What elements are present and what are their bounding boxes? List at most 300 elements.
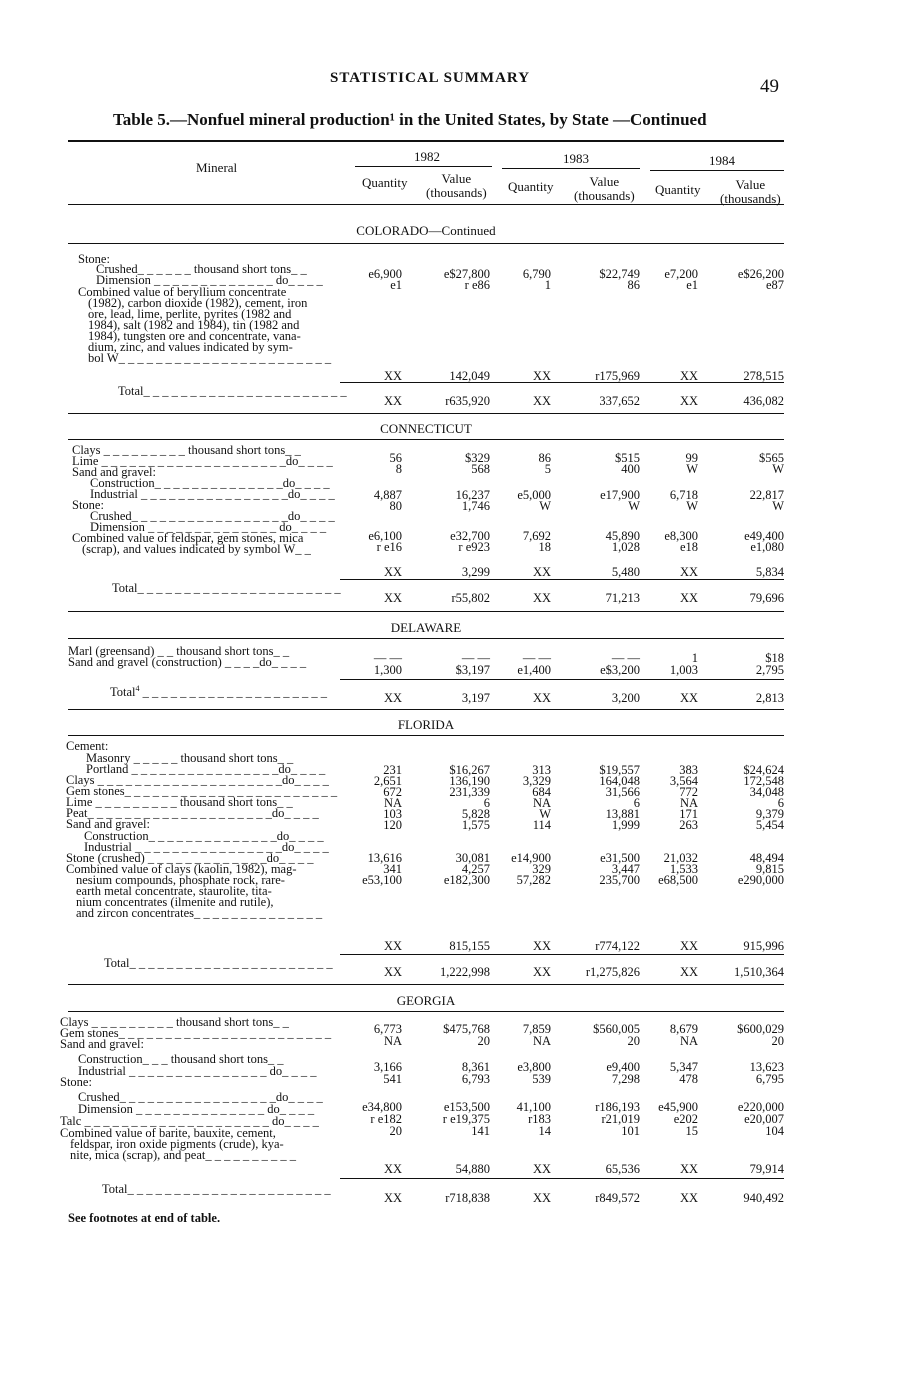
quantity-1982-cell: 20: [389, 1124, 402, 1138]
quantity-1984-cell: 1: [691, 651, 698, 665]
year-1983: 1983: [563, 151, 589, 166]
quantity-1983-cell: W: [539, 807, 551, 821]
quantity-1983-cell: 539: [532, 1072, 551, 1086]
value-1982-cell: 142,049: [449, 369, 490, 383]
row-label: [110, 683, 327, 698]
delaware-top-rule: [68, 611, 784, 612]
col-1982-value-2: (thousands): [426, 185, 487, 200]
value-1983-cell: e$3,200: [600, 663, 640, 677]
leader-dots: _ _ _ _ _ _ _ _ _ _ _ _ _ _ _ _ _ _ _ _: [142, 685, 328, 700]
value-1982-cell: e$27,800: [443, 267, 490, 281]
row-label: Dimension _ _ _ _ _ _ _ _ _ _ _ _ _ _ do_ _ _ _: [90, 520, 327, 534]
row-label: Stone:: [78, 252, 110, 266]
quantity-1984-cell: e68,500: [658, 873, 698, 887]
quantity-1982-cell: 2,651: [373, 774, 402, 788]
quantity-1982-cell: XX: [383, 565, 402, 579]
value-1984-cell: 940,492: [743, 1191, 784, 1205]
value-1983-cell: 31,566: [605, 785, 640, 799]
subtotal-rule: [340, 954, 784, 955]
value-1982-cell: — —: [461, 651, 490, 665]
value-1983-cell: 6: [633, 796, 640, 810]
quantity-1984-cell: e8,300: [664, 529, 698, 543]
value-1982-cell: 6,793: [461, 1072, 490, 1086]
row-label: Clays _ _ _ _ _ _ _ _ _ thousand short tons_ _: [72, 443, 301, 457]
quantity-1983-cell: 41,100: [516, 1100, 551, 1114]
row-label: Crushed_ _ _ _ _ _ _ _ _ _ _ _ _ _ _ _ _do_ _ _ _: [78, 1090, 323, 1104]
quantity-1983-cell: 1: [544, 278, 551, 292]
quantity-1982-cell: XX: [383, 965, 402, 979]
row-label: Industrial _ _ _ _ _ _ _ _ _ _ _ _ _ _ _ do_ _ _ _: [78, 1064, 317, 1078]
quantity-1983-cell: 14: [538, 1124, 551, 1138]
row-label: Gem stones_ _ _ _ _ _ _ _ _ _ _ _ _ _ _ _ _ _ _ _ _ _ _: [60, 1026, 332, 1040]
quantity-1984-cell: 8,679: [669, 1022, 698, 1036]
row-label: feldspar, iron oxide pigments (crude), kya-: [70, 1137, 284, 1151]
value-1982-cell: r635,920: [445, 394, 490, 408]
quantity-1983-cell: XX: [532, 939, 551, 953]
quantity-1984-cell: 383: [679, 763, 698, 777]
quantity-1984-cell: 6,718: [669, 488, 698, 502]
quantity-1982-cell: 80: [389, 499, 402, 513]
value-1984-cell: 5,834: [755, 565, 784, 579]
value-1984-cell: 6,795: [755, 1072, 784, 1086]
value-1983-cell: $22,749: [599, 267, 640, 281]
quantity-1982-cell: e6,900: [368, 267, 402, 281]
value-1982-cell: 4,257: [461, 862, 490, 876]
georgia-rule: [68, 1011, 784, 1012]
value-1983-cell: $19,557: [599, 763, 640, 777]
value-1983-cell: r1,275,826: [585, 965, 640, 979]
value-1982-cell: 54,880: [455, 1162, 490, 1176]
value-1983-cell: 71,213: [605, 591, 640, 605]
value-1982-cell: 231,339: [449, 785, 490, 799]
row-label: Total_ _ _ _ _ _ _ _ _ _ _ _ _ _ _ _ _ _ _ _ _ _: [118, 384, 347, 398]
value-1982-cell: $3,197: [455, 663, 490, 677]
quantity-1984-cell: 263: [679, 818, 698, 832]
quantity-1984-cell: XX: [679, 1162, 698, 1176]
value-1983-cell: 101: [621, 1124, 640, 1138]
row-label: Sand and gravel (construction) _ _ _ _do_ _ _ _: [68, 655, 307, 669]
quantity-1982-cell: 13,616: [367, 851, 402, 865]
quantity-1983-cell: — —: [522, 651, 551, 665]
row-label: Stone (crushed) _ _ _ _ _ _ _ _ _ _ _ _ _do_ _ _ _: [66, 851, 314, 865]
value-1983-cell: 5,480: [611, 565, 640, 579]
quantity-1984-cell: e202: [673, 1112, 698, 1126]
value-1984-cell: e1,080: [750, 540, 784, 554]
quantity-1984-cell: XX: [679, 591, 698, 605]
year-1983-rule: [502, 168, 640, 169]
quantity-1983-cell: XX: [532, 1191, 551, 1205]
connecticut-rule: [68, 439, 784, 440]
quantity-1982-cell: 231: [383, 763, 402, 777]
quantity-1982-cell: e1: [390, 278, 402, 292]
quantity-1984-cell: XX: [679, 965, 698, 979]
value-1982-cell: 3,197: [461, 691, 490, 705]
value-1984-cell: 79,914: [749, 1162, 784, 1176]
total-label: Total: [110, 685, 136, 700]
quantity-1982-cell: 672: [383, 785, 402, 799]
quantity-1982-cell: XX: [383, 1191, 402, 1205]
value-1984-cell: 20: [771, 1034, 784, 1048]
quantity-1984-cell: 1,533: [669, 862, 698, 876]
value-1983-cell: 45,890: [605, 529, 640, 543]
quantity-1983-cell: NA: [532, 796, 551, 810]
value-1982-cell: 30,081: [455, 851, 490, 865]
quantity-1984-cell: 99: [685, 451, 698, 465]
row-label: Combined value of clays (kaolin, 1982), mag-: [66, 862, 297, 876]
quantity-1982-cell: e53,100: [362, 873, 402, 887]
subtotal-rule: [340, 679, 784, 680]
quantity-1983-cell: 86: [538, 451, 551, 465]
quantity-1983-cell: 313: [532, 763, 551, 777]
row-label: Lime _ _ _ _ _ _ _ _ _ thousand short tons_ _: [66, 795, 293, 809]
year-1984-rule: [650, 170, 784, 171]
value-1984-cell: $18: [765, 651, 784, 665]
quantity-1983-cell: XX: [532, 565, 551, 579]
delaware-rule: [68, 638, 784, 639]
value-1982-cell: 8,361: [461, 1060, 490, 1074]
quantity-1983-cell: 18: [538, 540, 551, 554]
quantity-1984-cell: 478: [679, 1072, 698, 1086]
row-label: earth metal concentrate, staurolite, tita-: [76, 884, 272, 898]
col-1983-quantity: Quantity: [508, 179, 554, 194]
value-1983-cell: W: [628, 499, 640, 513]
quantity-1983-cell: e3,800: [517, 1060, 551, 1074]
value-1984-cell: $24,624: [743, 763, 784, 777]
value-1983-cell: 400: [621, 462, 640, 476]
value-1983-cell: 1,999: [611, 818, 640, 832]
value-1983-cell: r849,572: [595, 1191, 640, 1205]
row-label: Cement:: [66, 739, 109, 753]
footnote: See footnotes at end of table.: [68, 1211, 221, 1225]
quantity-1983-cell: XX: [532, 691, 551, 705]
quantity-1984-cell: XX: [679, 369, 698, 383]
value-1982-cell: 5,828: [461, 807, 490, 821]
quantity-1983-cell: XX: [532, 965, 551, 979]
quantity-1983-cell: r183: [528, 1112, 551, 1126]
value-1982-cell: r55,802: [451, 591, 490, 605]
quantity-1982-cell: r e182: [370, 1112, 402, 1126]
subtotal-rule: [340, 579, 784, 580]
quantity-1983-cell: e14,900: [511, 851, 551, 865]
value-1984-cell: 34,048: [749, 785, 784, 799]
quantity-1982-cell: r e16: [376, 540, 402, 554]
col-1982-value: [426, 172, 487, 200]
value-1982-cell: 1,575: [461, 818, 490, 832]
quantity-1984-cell: XX: [679, 691, 698, 705]
col-1984-value-1: Value: [735, 177, 766, 192]
quantity-1984-cell: 3,564: [669, 774, 698, 788]
value-1983-cell: e17,900: [600, 488, 640, 502]
quantity-1982-cell: XX: [383, 1162, 402, 1176]
value-1983-cell: 13,881: [605, 807, 640, 821]
value-1984-cell: 48,494: [749, 851, 784, 865]
value-1983-cell: 7,298: [611, 1072, 640, 1086]
row-label: nite, mica (scrap), and peat_ _ _ _ _ _ _ _ _ _: [70, 1148, 296, 1162]
quantity-1984-cell: W: [686, 462, 698, 476]
col-1983-value-2: (thousands): [574, 188, 635, 203]
value-1982-cell: 141: [471, 1124, 490, 1138]
quantity-1983-cell: 57,282: [516, 873, 551, 887]
value-1983-cell: 337,652: [599, 394, 640, 408]
col-1983-value-1: Value: [589, 174, 620, 189]
row-label: Construction_ _ _ thousand short tons_ _: [78, 1052, 284, 1066]
row-label: Marl (greensand) _ _ thousand short tons_ _: [68, 644, 290, 658]
quantity-1982-cell: 120: [383, 818, 402, 832]
row-label: and zircon concentrates_ _ _ _ _ _ _ _ _ _ _ _ _ _: [76, 906, 323, 920]
value-1983-cell: $560,005: [593, 1022, 640, 1036]
value-1982-cell: 136,190: [449, 774, 490, 788]
quantity-1982-cell: 3,166: [373, 1060, 402, 1074]
row-label: dium, zinc, and values indicated by sym-: [88, 340, 293, 354]
value-1982-cell: 1,746: [461, 499, 490, 513]
col-1984-quantity: Quantity: [655, 182, 701, 197]
value-1984-cell: 13,623: [749, 1060, 784, 1074]
section-connecticut: CONNECTICUT: [380, 421, 472, 436]
year-1982: 1982: [414, 149, 440, 164]
row-label: Stone:: [72, 498, 104, 512]
value-1984-cell: 2,795: [755, 663, 784, 677]
quantity-1982-cell: XX: [383, 394, 402, 408]
quantity-1983-cell: e1,400: [517, 663, 551, 677]
value-1982-cell: $475,768: [443, 1022, 490, 1036]
row-label: Sand and gravel:: [60, 1037, 145, 1051]
row-label: Clays _ _ _ _ _ _ _ _ _ thousand short tons_ _: [60, 1015, 289, 1029]
row-label: Portland _ _ _ _ _ _ _ _ _ _ _ _ _ _ _ _do_ _ _ _: [86, 762, 326, 776]
col-1984-value: [720, 178, 781, 206]
value-1982-cell: e32,700: [450, 529, 490, 543]
row-label: nesium compounds, phosphate rock, rare-: [76, 873, 285, 887]
value-1982-cell: 16,237: [455, 488, 490, 502]
quantity-1983-cell: XX: [532, 394, 551, 408]
row-label: Dimension _ _ _ _ _ _ _ _ _ _ _ _ _ do_ _ _ _: [96, 273, 323, 287]
row-label: Combined value of beryllium concentrate: [78, 285, 287, 299]
quantity-1982-cell: 1,300: [373, 663, 402, 677]
quantity-1983-cell: 3,329: [522, 774, 551, 788]
florida-top-rule: [68, 709, 784, 710]
value-1984-cell: e220,000: [737, 1100, 784, 1114]
row-label: Construction_ _ _ _ _ _ _ _ _ _ _ _ _ _do_ _ _ _: [84, 829, 324, 843]
row-label: (scrap), and values indicated by symbol W_ _: [82, 542, 311, 556]
quantity-1984-cell: 772: [679, 785, 698, 799]
quantity-1982-cell: 341: [383, 862, 402, 876]
value-1983-cell: r175,969: [595, 369, 640, 383]
quantity-1982-cell: NA: [383, 1034, 402, 1048]
year-1984: 1984: [709, 153, 735, 168]
row-label: Industrial _ _ _ _ _ _ _ _ _ _ _ _ _ _ _ _do_ _ _ _: [90, 487, 335, 501]
quantity-1983-cell: e5,000: [517, 488, 551, 502]
quantity-1983-cell: 114: [532, 818, 551, 832]
value-1984-cell: e20,007: [744, 1112, 784, 1126]
colorado-rule: [68, 243, 784, 244]
quantity-1984-cell: e18: [679, 540, 698, 554]
col-1982-value-1: Value: [441, 171, 472, 186]
value-1983-cell: e9,400: [606, 1060, 640, 1074]
section-delaware: DELAWARE: [390, 620, 462, 635]
quantity-1983-cell: 684: [532, 785, 551, 799]
value-1983-cell: 3,200: [611, 691, 640, 705]
row-label: ore, lead, lime, perlite, pyrites (1982 and: [88, 307, 292, 321]
value-1984-cell: 104: [765, 1124, 784, 1138]
quantity-1984-cell: e7,200: [664, 267, 698, 281]
quantity-1983-cell: 6,790: [522, 267, 551, 281]
quantity-1984-cell: 1,003: [669, 663, 698, 677]
section-florida: FLORIDA: [397, 717, 455, 732]
subtotal-rule: [340, 382, 784, 383]
subtotal-rule: [340, 1178, 784, 1179]
quantity-1984-cell: XX: [679, 939, 698, 953]
row-label: Lime _ _ _ _ _ _ _ _ _ _ _ _ _ _ _ _ _ _ _ _do_ _ _ _: [72, 454, 333, 468]
quantity-1983-cell: 5: [544, 462, 551, 476]
row-label: Masonry _ _ _ _ _ thousand short tons_ _: [86, 751, 294, 765]
value-1982-cell: r e19,375: [442, 1112, 490, 1126]
quantity-1983-cell: 7,692: [522, 529, 551, 543]
row-label: Peat_ _ _ _ _ _ _ _ _ _ _ _ _ _ _ _ _ _ _ _do_ _ _ _: [66, 806, 319, 820]
quantity-1984-cell: 171: [679, 807, 698, 821]
quantity-1984-cell: e1: [686, 278, 698, 292]
section-colorado: COLORADO—Continued: [356, 223, 496, 238]
row-label: Total_ _ _ _ _ _ _ _ _ _ _ _ _ _ _ _ _ _ _ _ _ _: [112, 581, 341, 595]
quantity-1984-cell: NA: [679, 796, 698, 810]
col-1982-quantity: Quantity: [362, 175, 408, 190]
quantity-1982-cell: 6,773: [373, 1022, 402, 1036]
value-1983-cell: — —: [611, 651, 640, 665]
row-label: Crushed_ _ _ _ _ _ thousand short tons_ _: [96, 262, 307, 276]
row-label: nium concentrates (ilmenite and rutile),: [76, 895, 274, 909]
quantity-1984-cell: 5,347: [669, 1060, 698, 1074]
value-1984-cell: 1,510,364: [734, 965, 784, 979]
quantity-1984-cell: 21,032: [663, 851, 698, 865]
value-1982-cell: $16,267: [449, 763, 490, 777]
value-1982-cell: 568: [471, 462, 490, 476]
value-1984-cell: e87: [765, 278, 784, 292]
value-1984-cell: 172,548: [743, 774, 784, 788]
quantity-1982-cell: XX: [383, 369, 402, 383]
value-1984-cell: 915,996: [743, 939, 784, 953]
row-label: Sand and gravel:: [66, 817, 151, 831]
florida-rule: [68, 735, 784, 736]
quantity-1984-cell: NA: [679, 1034, 698, 1048]
value-1983-cell: r774,122: [595, 939, 640, 953]
table-title: Table 5.—Nonfuel mineral production¹ in the United States, by State —Continued: [113, 110, 707, 129]
quantity-1982-cell: 4,887: [373, 488, 402, 502]
row-label: Sand and gravel:: [72, 465, 157, 479]
year-1982-rule: [355, 166, 492, 167]
quantity-1982-cell: XX: [383, 591, 402, 605]
column-header-mineral: Mineral: [196, 160, 238, 175]
col-1983-value: [574, 175, 635, 203]
row-label: 1984), salt (1982 and 1984), tin (1982 and: [88, 318, 300, 332]
value-1984-cell: 9,815: [755, 862, 784, 876]
running-head: STATISTICAL SUMMARY: [330, 70, 531, 86]
value-1982-cell: r718,838: [445, 1191, 490, 1205]
value-1984-cell: 2,813: [755, 691, 784, 705]
georgia-top-rule: [68, 984, 784, 985]
quantity-1983-cell: 329: [532, 862, 551, 876]
quantity-1982-cell: 541: [383, 1072, 402, 1086]
quantity-1982-cell: 56: [389, 451, 402, 465]
value-1982-cell: 815,155: [449, 939, 490, 953]
value-1983-cell: 20: [627, 1034, 640, 1048]
value-1983-cell: 164,048: [599, 774, 640, 788]
footnote-ref: 4: [135, 684, 140, 693]
quantity-1982-cell: e34,800: [362, 1100, 402, 1114]
row-label: (1982), carbon dioxide (1982), cement, iron: [88, 296, 308, 310]
quantity-1984-cell: XX: [679, 394, 698, 408]
value-1982-cell: 6: [483, 796, 490, 810]
value-1983-cell: 235,700: [599, 873, 640, 887]
value-1984-cell: 9,379: [755, 807, 784, 821]
value-1983-cell: r21,019: [601, 1112, 640, 1126]
value-1982-cell: 20: [477, 1034, 490, 1048]
quantity-1983-cell: NA: [532, 1034, 551, 1048]
header-bottom-rule: [68, 204, 784, 205]
quantity-1984-cell: W: [686, 499, 698, 513]
value-1983-cell: 1,028: [611, 540, 640, 554]
value-1984-cell: W: [772, 499, 784, 513]
quantity-1983-cell: W: [539, 499, 551, 513]
value-1982-cell: $329: [465, 451, 490, 465]
value-1982-cell: 3,299: [461, 565, 490, 579]
value-1984-cell: 79,696: [749, 591, 784, 605]
row-label: 1984), tungsten ore and concentrate, vana-: [88, 329, 301, 343]
value-1984-cell: e$26,200: [737, 267, 784, 281]
value-1982-cell: r e86: [464, 278, 490, 292]
value-1983-cell: 65,536: [605, 1162, 640, 1176]
connecticut-top-rule: [68, 413, 784, 414]
row-label: Combined value of barite, bauxite, cement,: [60, 1126, 276, 1140]
quantity-1984-cell: XX: [679, 565, 698, 579]
row-label: Crushed_ _ _ _ _ _ _ _ _ _ _ _ _ _ _ _ _do_ _ _ _: [90, 509, 335, 523]
quantity-1982-cell: XX: [383, 691, 402, 705]
value-1984-cell: $600,029: [737, 1022, 784, 1036]
row-label: bol W_ _ _ _ _ _ _ _ _ _ _ _ _ _ _ _ _ _ _ _ _ _ _: [88, 351, 332, 365]
col-1984-value-2: (thousands): [720, 191, 781, 206]
section-georgia: GEORGIA: [396, 993, 456, 1008]
value-1984-cell: $565: [759, 451, 784, 465]
value-1982-cell: 1,222,998: [440, 965, 490, 979]
value-1984-cell: e49,400: [744, 529, 784, 543]
value-1984-cell: 22,817: [749, 488, 784, 502]
row-label: Combined value of feldspar, gem stones, mica: [72, 531, 304, 545]
row-label: Total_ _ _ _ _ _ _ _ _ _ _ _ _ _ _ _ _ _ _ _ _ _: [104, 956, 333, 970]
quantity-1984-cell: e45,900: [658, 1100, 698, 1114]
page-number: 49: [760, 76, 779, 97]
quantity-1982-cell: — —: [373, 651, 402, 665]
value-1984-cell: e290,000: [737, 873, 784, 887]
quantity-1982-cell: XX: [383, 939, 402, 953]
quantity-1984-cell: 15: [685, 1124, 698, 1138]
value-1983-cell: 3,447: [611, 862, 640, 876]
quantity-1983-cell: XX: [532, 1162, 551, 1176]
value-1984-cell: 436,082: [743, 394, 784, 408]
row-label: Gem stones_ _ _ _ _ _ _ _ _ _ _ _ _ _ _ _ _ _ _ _ _ _ _: [66, 784, 338, 798]
value-1982-cell: r e923: [458, 540, 490, 554]
row-label: Construction_ _ _ _ _ _ _ _ _ _ _ _ _ _do_ _ _ _: [90, 476, 330, 490]
quantity-1982-cell: e6,100: [368, 529, 402, 543]
row-label: Stone:: [60, 1075, 92, 1089]
value-1984-cell: 5,454: [755, 818, 784, 832]
value-1982-cell: e153,500: [443, 1100, 490, 1114]
table-top-rule: [68, 140, 784, 142]
quantity-1983-cell: XX: [532, 591, 551, 605]
quantity-1982-cell: NA: [383, 796, 402, 810]
quantity-1983-cell: XX: [532, 369, 551, 383]
row-label: Clays _ _ _ _ _ _ _ _ _ _ _ _ _ _ _ _ _ _ _ _do_ _ _ _: [66, 773, 329, 787]
quantity-1982-cell: 103: [383, 807, 402, 821]
value-1984-cell: W: [772, 462, 784, 476]
value-1983-cell: $515: [615, 451, 640, 465]
quantity-1982-cell: 8: [395, 462, 402, 476]
